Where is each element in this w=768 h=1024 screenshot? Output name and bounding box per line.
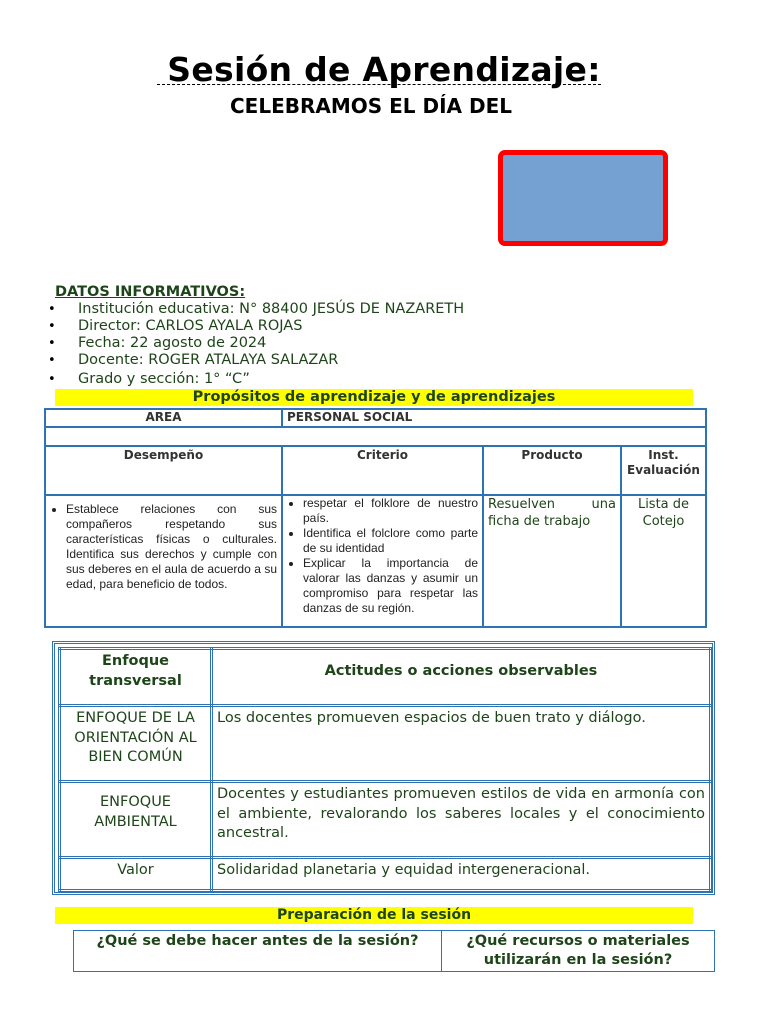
datos-list: [48, 301, 464, 388]
header-instrumento: Inst. Evaluación: [621, 446, 706, 495]
enfoque-header-right: Actitudes o acciones observables: [212, 649, 711, 706]
datos-item-director: • Director: CARLOS AYALA ROJAS: [48, 318, 464, 335]
desempeno-list: [50, 502, 277, 592]
datos-heading: DATOS INFORMATIVOS:: [55, 284, 246, 300]
enfoque-header-row: [60, 649, 711, 706]
enfoque-row: [60, 858, 711, 891]
header-producto: Producto: [483, 446, 621, 495]
enfoque-text: Los docentes promueven espacios de buen trato y diálogo.: [212, 706, 711, 782]
criterio-cell: [282, 495, 483, 627]
producto-cell: [483, 495, 621, 627]
preparation-banner: Preparación de la sesión: [55, 907, 693, 924]
enfoque-text: Solidaridad planetaria y equidad intergeneracional.: [212, 858, 711, 891]
document-subtitle: CELEBRAMOS EL DÍA DEL: [229, 94, 512, 118]
enfoque-header-left: Enfoque transversal: [60, 649, 212, 706]
document-title: Sesión de Aprendizaje:: [167, 50, 601, 89]
preparation-header-row: [74, 931, 715, 972]
area-value: PERSONAL SOCIAL: [282, 409, 706, 427]
title-underline: [157, 84, 601, 85]
enfoque-name: ENFOQUE DE LA ORIENTACIÓN AL BIEN COMÚN: [60, 706, 212, 782]
producto-text: Resuelven una ficha de trabajo: [488, 497, 616, 529]
header-desempeno: Desempeño: [45, 446, 282, 495]
instrumento-cell: [621, 495, 706, 627]
area-row: [45, 409, 706, 427]
image-placeholder: [498, 150, 668, 246]
enfoque-table: [58, 647, 712, 892]
criterio-list: [287, 496, 478, 616]
enfoque-row: [60, 782, 711, 858]
area-label: AREA: [45, 409, 282, 427]
desempeno-cell: [45, 495, 282, 627]
preparation-col-antes: ¿Qué se debe hacer antes de la sesión?: [74, 931, 442, 972]
preparation-col-recursos: ¿Qué recursos o materiales utilizarán en la sesión?: [442, 931, 715, 972]
desempeno-item: • Establece relaciones con sus compañeros respetando sus características físicas o culturales. Identifica sus derechos y cumple con sus deberes en el aula de acuerdo a su edad, para beneficio de todos.: [66, 502, 277, 592]
content-row: [45, 495, 706, 627]
preparation-table: [73, 930, 715, 972]
enfoque-name: Valor: [60, 858, 212, 891]
enfoque-name: ENFOQUE AMBIENTAL: [60, 782, 212, 858]
datos-item-fecha: • Fecha: 22 agosto de 2024: [48, 335, 464, 352]
empty-row: [45, 427, 706, 446]
empty-cell: [45, 427, 706, 446]
enfoque-text: Docentes y estudiantes promueven estilos de vida en armonía con el ambiente, revalorando los saberes locales y el conocimiento ancestral.: [212, 782, 711, 858]
enfoque-table-frame: [52, 641, 715, 895]
datos-item-docente: • Docente: ROGER ATALAYA SALAZAR: [48, 352, 464, 369]
header-criterio: Criterio: [282, 446, 483, 495]
purpose-banner: Propósitos de aprendizaje y de aprendizajes: [55, 389, 693, 406]
criterio-item: • Explicar la importancia de valorar las danzas y asumir un compromiso para respetar las danzas de su región.: [303, 556, 478, 616]
instrumento-text: Lista de Cotejo: [637, 497, 690, 529]
purpose-table: [44, 408, 707, 628]
datos-item-institucion: • Institución educativa: N° 88400 JESÚS DE NAZARETH: [48, 301, 464, 318]
header-row: [45, 446, 706, 495]
datos-item-grado: • Grado y sección: 1° “C”: [48, 371, 464, 388]
enfoque-row: [60, 706, 711, 782]
criterio-item: • respetar el folklore de nuestro país.: [303, 496, 478, 526]
criterio-item: • Identifica el folclore como parte de su identidad: [303, 526, 478, 556]
